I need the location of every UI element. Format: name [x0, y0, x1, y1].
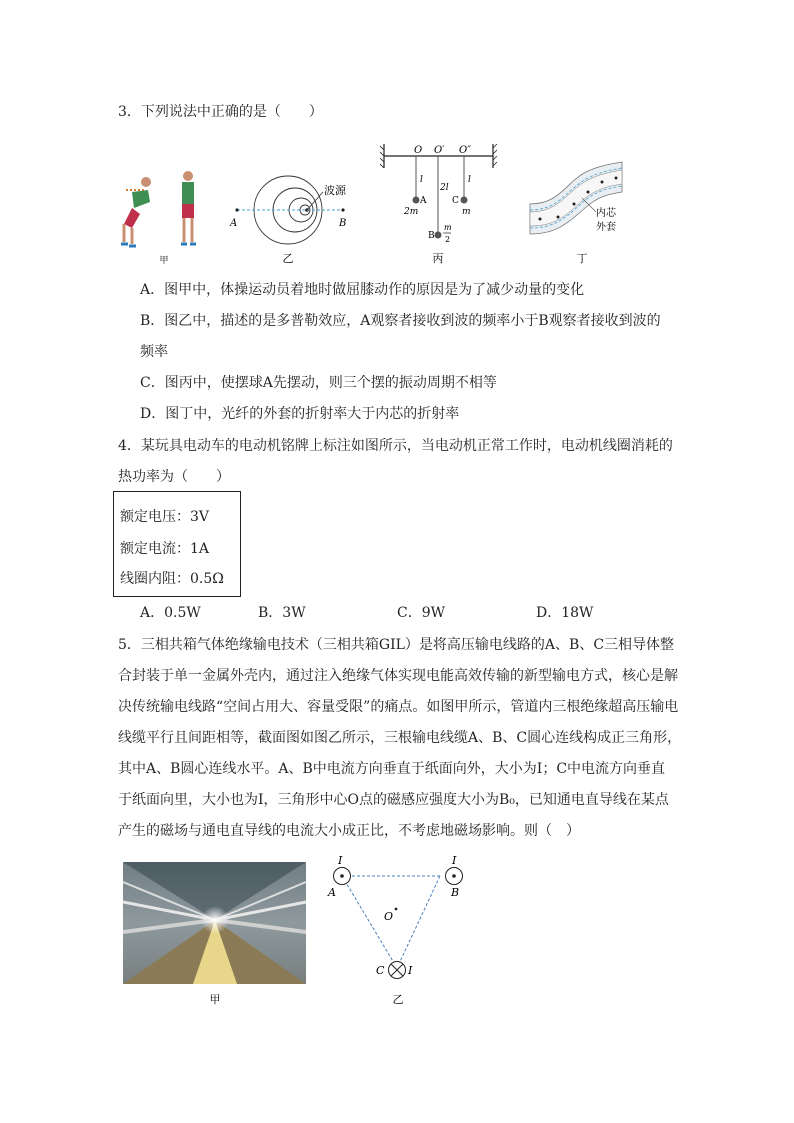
q5-fig-caption-jia: 甲: [209, 993, 221, 1006]
q3-option-b-line2: 频率: [140, 344, 168, 360]
q3-option-c: C．图丙中，使摆球A先摆动，则三个摆的振动周期不相等: [140, 375, 497, 391]
fig-caption-yi: 乙: [282, 252, 294, 265]
figure-doppler: [225, 168, 360, 268]
fig-caption-ding: 丁: [576, 252, 588, 265]
nameplate-voltage: 额定电压：3V: [120, 509, 210, 525]
fig-caption-bing: 丙: [432, 252, 444, 265]
q5-fig-caption-yi: 乙: [392, 993, 404, 1006]
point-b-label: B: [339, 218, 347, 229]
q4-stem-line2: 热功率为（ ）: [118, 469, 230, 485]
mass-half-num: m: [444, 223, 452, 232]
q3-stem: 3．下列说法中正确的是（ ）: [118, 104, 323, 120]
nameplate-resistance: 线圈内阻：0.5Ω: [120, 571, 224, 587]
q5-line-2: 合封装于单一金属外壳内，通过注入绝缘气体实现电能高效传输的新型输电方式，核心是解: [118, 668, 678, 684]
conductor-b-label: B: [451, 886, 460, 899]
motor-nameplate: [113, 491, 241, 597]
q5-line-6: 于纸面向里，大小也为I，三角形中心O点的磁感应强度大小为B₀，已知通电直导线在某点: [118, 792, 669, 808]
outer-sheath-label: 外套: [596, 222, 616, 233]
point-a-label: A: [230, 218, 238, 229]
q4-option-c: C．9W: [397, 605, 446, 621]
fig-caption-jia: 甲: [159, 256, 169, 266]
q3-option-d: D．图丁中，光纤的外套的折射率大于内芯的折射率: [140, 406, 460, 422]
q4-option-d: D．18W: [536, 605, 594, 621]
q3-option-b-line1: B．图乙中，描述的是多普勒效应，A观察者接收到波的频率小于B观察者接收到波的: [140, 313, 661, 329]
conductor-a-label: A: [328, 886, 336, 899]
mass-2m: 2m: [404, 207, 419, 217]
conductor-c-label: C: [376, 964, 385, 977]
inner-core-label: 内芯: [596, 208, 616, 219]
q5-line-5: 其中A、B圆心连线水平。A、B中电流方向垂直于纸面向外，大小为I；C中电流方向垂直: [118, 761, 666, 777]
pivot-o-double-prime: O″: [459, 145, 471, 156]
q5-line-7: 产生的磁场与通电直导线的电流大小成正比，不考虑地磁场影响。则（ ）: [118, 823, 580, 839]
mass-m: m: [462, 207, 471, 217]
current-label-a: I: [338, 854, 343, 867]
q3-option-a: A．图甲中，体操运动员着地时做屈膝动作的原因是为了减少动量的变化: [140, 282, 585, 298]
q5-line-1: 5．三相共箱气体绝缘输电技术（三相共箱GIL）是将高压输电线路的A、B、C三相导体整: [118, 637, 675, 653]
length-l-left: l: [420, 175, 423, 185]
q5-line-4: 线缆平行且间距相等，截面图如图乙所示，三根输电线缆A、B、C圆心连线构成正三角形，: [118, 730, 682, 746]
current-label-b: I: [452, 854, 457, 867]
pivot-o-prime: O′: [434, 145, 445, 156]
ball-c-label: C: [452, 196, 459, 206]
nameplate-current: 额定电流：1A: [120, 541, 210, 557]
ball-b-label: B: [428, 231, 435, 241]
figure-optical-fiber: [526, 152, 631, 268]
pivot-o: O: [414, 145, 423, 156]
current-label-c: I: [408, 964, 413, 977]
figure-gymnast: [118, 168, 210, 268]
mass-half-den: 2: [445, 235, 451, 244]
length-l-right: l: [468, 175, 471, 185]
q4-option-a: A．0.5W: [140, 605, 201, 621]
q4-stem-line1: 4．某玩具电动车的电动机铭牌上标注如图所示，当电动机正常工作时，电动机线圈消耗的: [118, 438, 673, 454]
q4-option-b: B．3W: [258, 605, 306, 621]
figure-conductor-triangle: [322, 850, 472, 1010]
figure-pendulums: [378, 138, 503, 268]
wave-source-label: 波源: [324, 184, 346, 197]
center-o-label: O: [384, 910, 394, 923]
q5-line-3: 决传统输电线路“空间占用大、容量受限”的痛点。如图甲所示，管道内三根绝缘超高压输电: [118, 699, 679, 715]
length-2l: 2l: [440, 183, 449, 193]
ball-a-label: A: [420, 196, 427, 206]
figure-gil-tunnel-photo: [123, 862, 308, 1010]
